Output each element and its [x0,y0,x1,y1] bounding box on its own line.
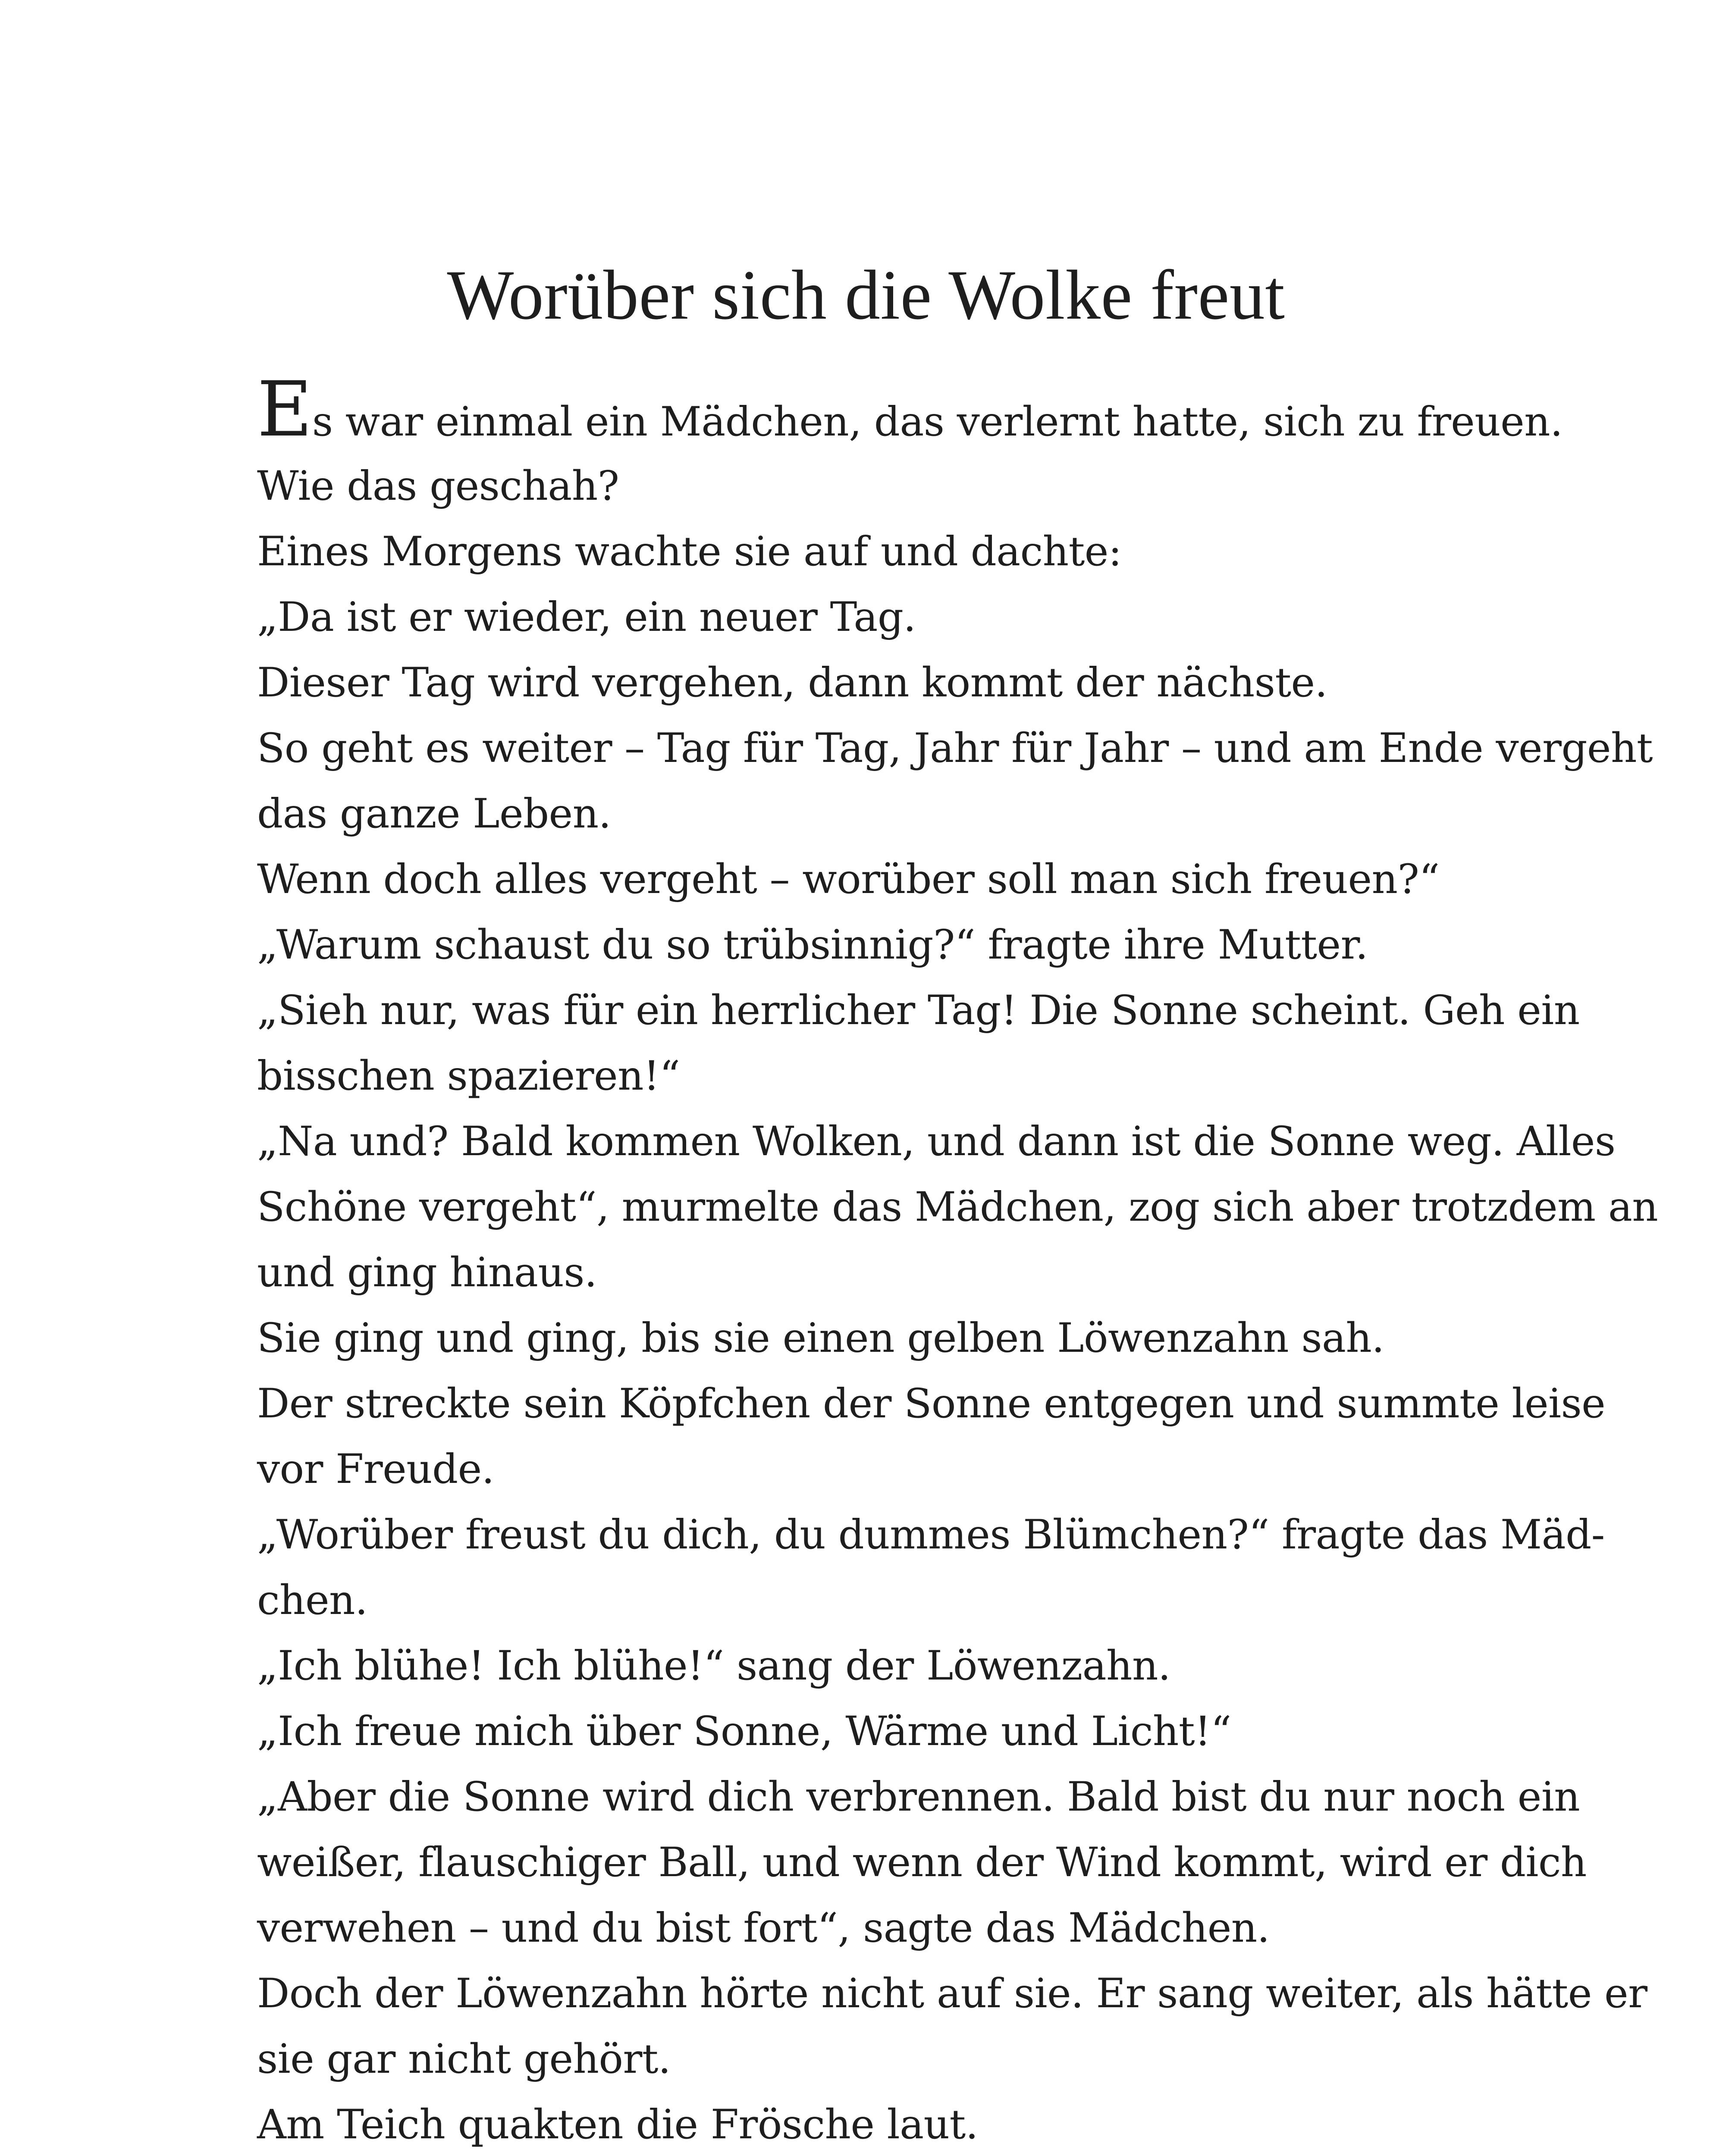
text-line: Dieser Tag wird vergehen, dann kommt der nächste. [257,659,1327,706]
text-line: verwehen – und du bist fort“, sagte das Mädchen. [257,1905,1270,1952]
text-line: Der streckte sein Köpfchen der Sonne entgegen und summte leise [257,1380,1606,1427]
text-line: sie gar nicht gehört. [257,2036,671,2083]
text-line: Am Teich quakten die Frösche laut. [257,2101,978,2148]
text-line: und ging hinaus. [257,1249,597,1296]
text-line: Wie das geschah? [257,463,619,510]
text-line: vor Freude. [257,1446,494,1493]
text-line: chen. [257,1577,368,1624]
text-line: „Ich blühe! Ich blühe!“ sang der Löwenzahn. [257,1642,1171,1689]
text-line: Sie ging und ging, bis sie einen gelben Löwenzahn sah. [257,1315,1384,1362]
text-line: Schöne vergeht“, murmelte das Mädchen, zog sich aber trotzdem an [257,1184,1658,1231]
text-line: „Sieh nur, was für ein herrlicher Tag! Die Sonne scheint. Geh ein [257,987,1580,1034]
story-text [257,365,1658,2156]
drop-cap: E [257,365,312,454]
chapter-title: Worüber sich die Wolke freut [447,256,1285,334]
text-line: das ganze Leben. [257,790,611,837]
text-line: „Ich freue mich über Sonne, Wärme und Licht!“ [257,1708,1231,1755]
text-line: So geht es weiter – Tag für Tag, Jahr für Jahr – und am Ende vergeht [257,725,1653,772]
text-line: Doch der Löwenzahn hörte nicht auf sie. Er sang weiter, als hätte er [257,1970,1647,2017]
text-line-first [257,365,1563,454]
text-line: „Da ist er wieder, ein neuer Tag. [257,594,916,641]
text-line: „Na und? Bald kommen Wolken, und dann ist die Sonne weg. Alles [257,1118,1616,1165]
text-line: weißer, flauschiger Ball, und wenn der Wind kommt, wird er dich [257,1839,1587,1886]
first-line-text: s war einmal ein Mädchen, das verlernt hatte, sich zu freuen. [312,398,1563,445]
text-line: Wenn doch alles vergeht – worüber soll man sich freuen?“ [257,856,1440,903]
text-line: bisschen spazieren!“ [257,1053,680,1100]
text-line: „Worüber freust du dich, du dummes Blümchen?“ fragte das Mäd- [257,1511,1605,1558]
text-line: „Warum schaust du so trübsinnig?“ fragte ihre Mutter. [257,921,1368,968]
text-line: „Aber die Sonne wird dich verbrennen. Bald bist du nur noch ein [257,1774,1580,1821]
text-line: Eines Morgens wachte sie auf und dachte: [257,528,1122,575]
